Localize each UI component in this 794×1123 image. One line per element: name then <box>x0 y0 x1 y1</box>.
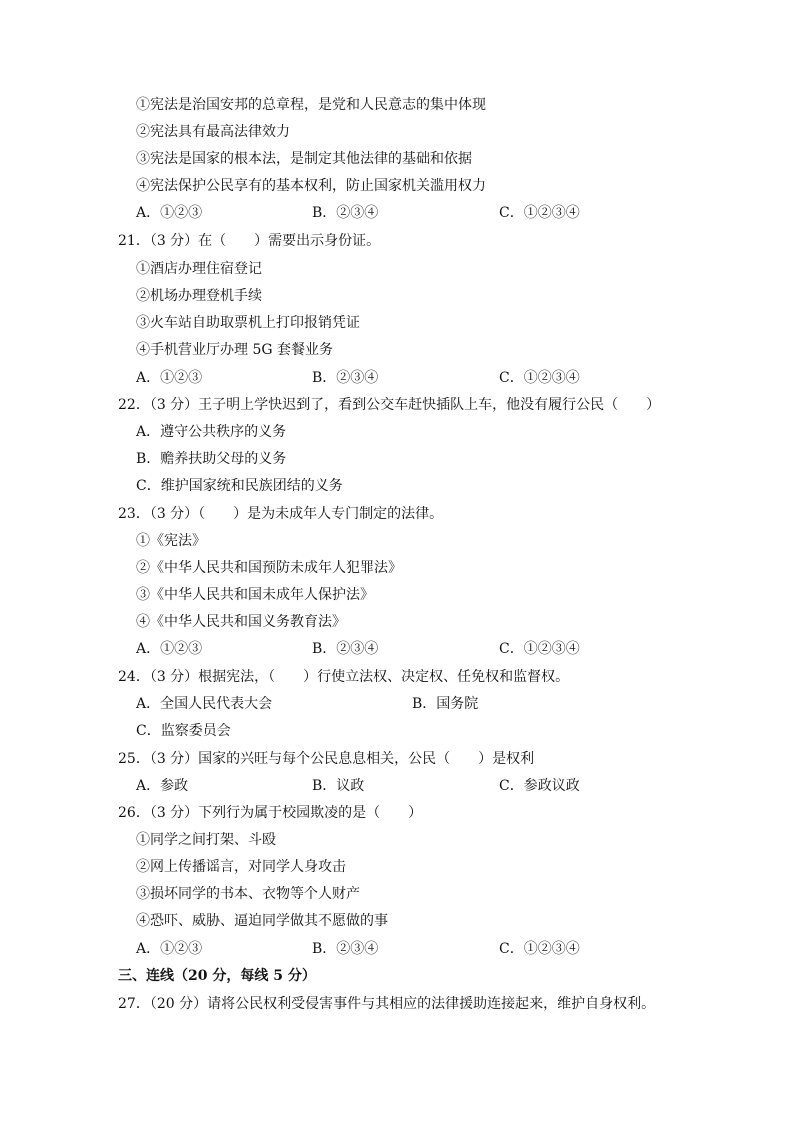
q24-option-a: A．全国人民代表大会 <box>136 696 273 712</box>
q20-item-4: ④宪法保护公民享有的基本权利，防止国家机关滥用权力 <box>136 178 486 194</box>
q21-stem: 21．（3 分）在（ ）需要出示身份证。 <box>118 233 381 249</box>
q23-item-4: ④《中华人民共和国义务教育法》 <box>136 614 346 630</box>
q23-option-a: A．①②③ <box>136 641 203 657</box>
q26-option-b: B．②③④ <box>312 941 379 957</box>
q20-item-3: ③宪法是国家的根本法，是制定其他法律的基础和依据 <box>136 151 472 167</box>
q23-item-1: ①《宪法》 <box>136 533 206 549</box>
q21-option-b: B．②③④ <box>312 370 379 386</box>
q23-item-3: ③《中华人民共和国未成年人保护法》 <box>136 587 374 603</box>
q20-option-a: A．①②③ <box>136 205 203 221</box>
q20-option-b: B．②③④ <box>312 205 379 221</box>
q21-option-c: C．①②③④ <box>499 370 580 386</box>
q26-stem: 26．（3 分）下列行为属于校园欺凌的是（ ） <box>118 805 423 821</box>
q22-stem: 22．（3 分）王子明上学快迟到了，看到公交车赶快插队上车，他没有履行公民（ ） <box>118 397 661 413</box>
q21-item-3: ③火车站自助取票机上打印报销凭证 <box>136 315 360 331</box>
q20-item-1: ①宪法是治国安邦的总章程，是党和人民意志的集中体现 <box>136 97 486 113</box>
q26-option-c: C．①②③④ <box>499 941 580 957</box>
q27-stem: 27．（20 分）请将公民权利受侵害事件与其相应的法律援助连接起来，维护自身权利。 <box>118 996 656 1012</box>
q22-option-a: A．遵守公共秩序的义务 <box>136 424 287 440</box>
q24-option-b: B．国务院 <box>412 696 479 712</box>
q20-option-c: C．①②③④ <box>499 205 580 221</box>
q23-option-c: C．①②③④ <box>499 641 580 657</box>
q23-option-b: B．②③④ <box>312 641 379 657</box>
q25-stem: 25．（3 分）国家的兴旺与每个公民息息相关，公民（ ）是权利 <box>118 751 535 767</box>
q21-option-a: A．①②③ <box>136 370 203 386</box>
q26-option-a: A．①②③ <box>136 941 203 957</box>
q21-item-1: ①酒店办理住宿登记 <box>136 261 262 277</box>
q25-option-b: B．议政 <box>312 778 365 794</box>
q24-stem: 24．（3 分）根据宪法，（ ）行使立法权、决定权、任免权和监督权。 <box>118 669 570 685</box>
q20-item-2: ②宪法具有最高法律效力 <box>136 124 290 140</box>
q22-option-c: C．维护国家统和民族团结的义务 <box>136 478 343 494</box>
q26-item-2: ②网上传播谣言，对同学人身攻击 <box>136 859 346 875</box>
q26-item-4: ④恐吓、威胁、逼迫同学做其不愿做的事 <box>136 913 388 929</box>
q23-stem: 23．（3 分）（ ）是为未成年人专门制定的法律。 <box>118 506 444 522</box>
q25-option-c: C．参政议政 <box>499 778 580 794</box>
q26-item-1: ①同学之间打架、斗殴 <box>136 832 276 848</box>
q22-option-b: B．赡养扶助父母的义务 <box>136 451 287 467</box>
q25-option-a: A．参政 <box>136 778 189 794</box>
q24-option-c: C．监察委员会 <box>136 723 231 739</box>
q23-item-2: ②《中华人民共和国预防未成年人犯罪法》 <box>136 560 402 576</box>
section-heading: 三、连线（20 分，每线 5 分） <box>118 968 316 984</box>
q26-item-3: ③损坏同学的书本、衣物等个人财产 <box>136 886 360 902</box>
q21-item-4: ④手机营业厅办理 5G 套餐业务 <box>136 342 333 358</box>
q21-item-2: ②机场办理登机手续 <box>136 288 262 304</box>
